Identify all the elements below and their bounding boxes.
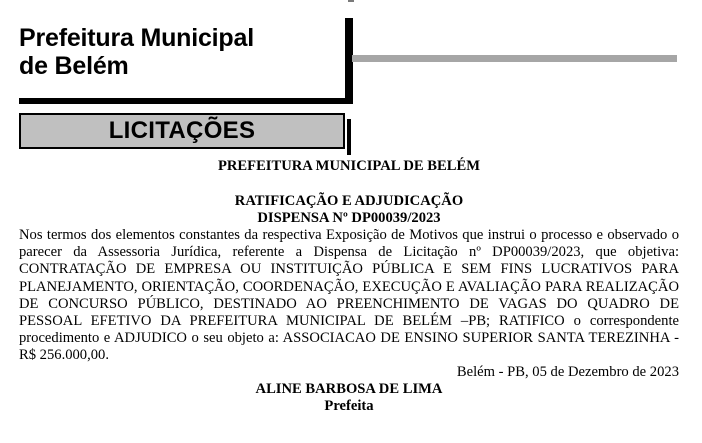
section-banner-shadow <box>347 119 351 155</box>
signatory-name: ALINE BARBOSA DE LIMA <box>255 381 443 398</box>
section-title: LICITAÇÕES <box>108 117 256 144</box>
org-name-line-2: de Belém <box>19 52 129 80</box>
notice <box>19 158 679 415</box>
notice-subheading: DISPENSA Nº DP00039/2023 <box>257 210 441 227</box>
notice-issuer: PREFEITURA MUNICIPAL DE BELÉM <box>217 158 481 174</box>
org-name-line-1: Prefeitura Municipal <box>19 24 254 52</box>
notice-date: Belém - PB, 05 de Dezembro de 2023 <box>456 364 679 381</box>
org-name <box>19 24 254 80</box>
top-edge-mark <box>348 0 354 2</box>
section-banner <box>19 113 345 149</box>
masthead-frame-bottom <box>19 98 353 104</box>
notice-heading: RATIFICAÇÃO E ADJUDICAÇÃO <box>234 193 464 210</box>
masthead <box>19 18 347 102</box>
signatory-role: Prefeita <box>324 398 374 415</box>
masthead-rule <box>352 55 677 62</box>
notice-body: Nos termos dos elementos constantes da respectiva Exposição de Motivos que instrui o processo e observado o parecer da Assessoria Jurídica, referente a Dispensa de Licitação nº DP00039/2023, que objetiva: CONTRATAÇÃO DE EMPRESA OU INSTITUIÇÃO PÚBLICA E SEM FINS LUCRATIVOS PARA PLANEJAMENTO, ORIENTAÇÃO, COORDENAÇÃO, EXECUÇÃO E AVALIAÇÃO PARA REALIZAÇÃO DE CONCURSO PÚBLICO, DESTINADO AO PREENCHIMENTO DE VAGAS DO QUADRO DE PESSOAL EFETIVO DA PREFEITURA MUNICIPAL DE BELÉM –PB; RATIFICO o correspondente procedimento e ADJUDICO o seu objeto a: ASSOCIACAO DE ENSINO SUPERIOR SANTA TEREZINHA - R$ 256.000,00. <box>19 227 679 363</box>
